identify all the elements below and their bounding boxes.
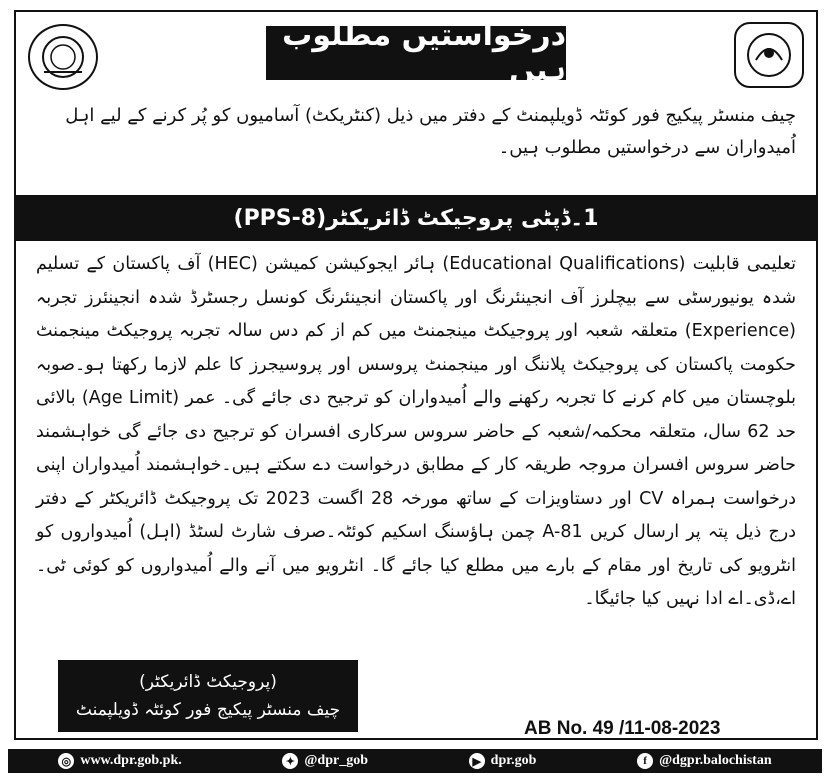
globe-icon: ◎ bbox=[58, 753, 74, 769]
youtube-icon: ▶ bbox=[469, 753, 485, 769]
footer-bar bbox=[8, 749, 822, 773]
header bbox=[16, 12, 816, 98]
seal-icon bbox=[742, 30, 796, 80]
footer-facebook[interactable]: f @dgpr.balochistan bbox=[637, 753, 772, 769]
footer-twitter[interactable]: ✦ @dpr_gob bbox=[282, 753, 368, 769]
position-heading: 1۔ڈپٹی پروجیکٹ ڈائریکٹر(PPS-8) bbox=[16, 195, 816, 241]
signature-designation: (پروجیکٹ ڈائریکٹر) bbox=[139, 672, 277, 692]
ad-number: AB No. 49 /11-08-2023 bbox=[524, 718, 721, 739]
government-seal bbox=[734, 22, 804, 88]
position-details: تعلیمی قابلیت (Educational Qualifications) ہائر ایجوکیشن کمیشن (HEC) آف پاکستان کے تسلیم شدہ یونیورسٹی سے بیچلرز آف انجینئرنگ اور پاکستان انجینئرنگ کونسل رجسٹرڈ شدہ انجینئرز تجربہ (Experience) متعلقہ شعبہ اور پروجیکٹ مینجمنٹ میں کم از کم دس سالہ تجربہ پروجیکٹ مینجمنٹ حکومت پاکستان کی پروجیکٹ پلاننگ اور مینجمنٹ پروسس اور پروسیجرز کا علم لازما رکھتا ہو۔صوبہ بلوچستان میں کام کرنے کا تجربہ رکھنے والے اُمیدواران کو ترجیح دی جائے گی۔ عمر (Age Limit) بالائی حد 62 سال، متعلقہ محکمہ/شعبہ کے حاضر سروس سرکاری افسران کو ترجیح دی جائے گی خواہشمند حاضر سروس افسران مروجہ طریقہ کار کے مطابق درخواست دے سکتے ہیں۔خواہشمند اُمیدواران اپنی درخواست ہمراہ CV اور دستاویزات کے ساتھ مورخہ 28 اگست 2023 تک پروجیکٹ ڈائریکٹر کے دفتر درج ذیل پتہ پر ارسال کریں A-81 چمن ہاؤسنگ اسکیم کوئٹہ۔صرف شارٹ لسٹڈ (اہل) اُمیدواروں کو انٹرویو کی تاریخ اور مقام کے بارے میں مطلع کیا جائے گا۔ انٹرویو میں آنے والے اُمیدواروں کو کوئی ٹی۔اے،ڈی۔اے ادا نہیں کیا جائیگا۔ bbox=[36, 254, 796, 609]
emblem-icon bbox=[36, 32, 90, 82]
signature-office: چیف منسٹر پیکیج فور کوئٹہ ڈویلپمنٹ bbox=[75, 700, 341, 720]
footer-youtube[interactable]: ▶ dpr.gob bbox=[469, 753, 537, 769]
signature-block bbox=[58, 660, 358, 732]
dpr-logo bbox=[28, 24, 98, 90]
facebook-icon: f bbox=[637, 753, 653, 769]
advertisement-page bbox=[14, 10, 818, 740]
intro-text: چیف منسٹر پیکیج فور کوئٹہ ڈویلپمنٹ کے دفتر میں ذیل (کنٹریکٹ) آسامیوں کو پُر کرنے کے لیے اہل اُمیدواران سے درخواستیں مطلوب ہیں۔ bbox=[65, 105, 796, 158]
twitter-icon: ✦ bbox=[282, 753, 298, 769]
footer-website[interactable]: ◎ www.dpr.gob.pk. bbox=[58, 753, 181, 769]
page-title: درخواستیں مطلوب ہیں bbox=[266, 26, 566, 80]
